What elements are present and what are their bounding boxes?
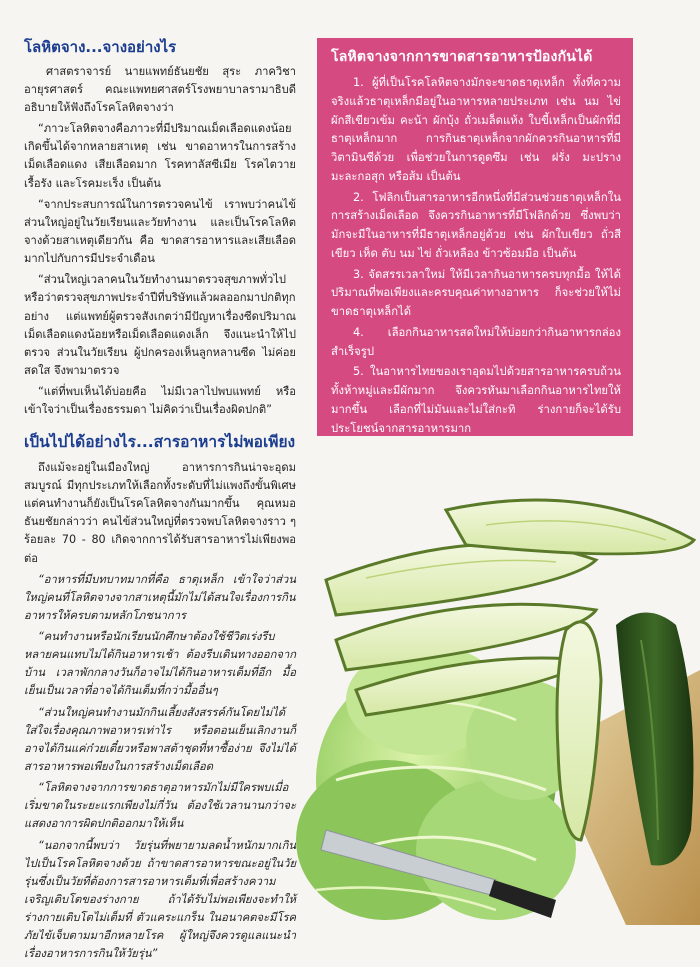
section2-body	[24, 571, 296, 964]
quote-paragraph: “อาหารที่มีบทบาทมากที่คือ ธาตุเหล็ก เข้าใจว่าส่วนใหญ่คนที่โลหิตจางจากสาเหตุนี้มักไม่ได้สนใจเรื่องการกินอาหารให้ครบตามหลักโภชนาการ	[24, 572, 296, 622]
prevention-tips-box	[317, 38, 633, 436]
quote-paragraph: “โลหิตจางจากการขาดธาตุอาหารมักไม่มีใครพบเมื่อเริ่มขาดในระยะแรกเพียงไม่กี่วัน ต้องใช้เวลานานกว่าจะแสดงอาการผิดปกติออกมาให้เห็น	[24, 781, 296, 831]
quote-paragraph: “นอกจากนี้พบว่า วัยรุ่นที่พยายามลดน้ำหนักมากเกินไปเป็นโรคโลหิตจางด้วย ถ้าขาดสารอาหารขณะอยู่ในวัยรุ่นซึ่งเป็นวัยที่ต้องการสารอาหารเต็มที่เพื่อสร้างความเจริญเติบโตของร่างกาย ถ้าได้รับไม่พอเพียงจะทำให้ร่างกายเติบโตไม่เต็มที่ ตัวแคระแกร็น ในอนาคตจะมีโรคภัยไข้เจ็บตามมาอีกหลายโรค ผู้ใหญ่จึงควรดูแลแนะนำเรื่องอาหารการกินให้วัยรุ่น”	[24, 838, 296, 961]
tip-item: 1. ผู้ที่เป็นโรคโลหิตจางมักจะขาดธาตุเหล็ก ทั้งที่ความจริงแล้วธาตุเหล็กมีอยู่ในอาหารหลายประเภท เช่น นม ไข่ ผักสีเขียวเข้ม คะน้า ผักบุ้ง ถั่วเมล็ดแห้ง ใบขี้เหล็กเป็นผักที่มีธาตุเหล็กมาก การกินธาตุเหล็กจากผักควรกินอาหารที่มีวิตามินซีด้วย เพื่อช่วยในการดูดซึม เช่น ฝรั่ง มะปราง มะละกอสุก หรือส้ม เป็นต้น	[331, 76, 621, 183]
quote-paragraph: “ส่วนใหญ่คนทำงานมักกินเลี้ยงสังสรรค์กันโดยไม่ได้ใส่ใจเรื่องคุณภาพอาหารเท่าไร หรือตอนเย็นเลิกงานก็อาจได้กินแค่ก๋วยเตี๋ยวหรือพาสต้าชุดที่หาซื้อง่าย จึงไม่ได้สารอาหารพอเพียงในการสร้างเม็ดเลือด	[24, 705, 296, 774]
paragraph: “ภาวะโลหิตจางคือภาวะที่มีปริมาณเม็ดเลือดแดงน้อยเกิดขึ้นได้จากหลายสาเหตุ เช่น ขาดอาหารในการสร้างเม็ดเลือดแดง เสียเลือดมาก โรคทาลัสซีเมีย โรคไตวายเรื้อรัง และโรคมะเร็ง เป็นต้น	[24, 122, 296, 190]
tip-item: 5. ในอาหารไทยของเราอุดมไปด้วยสารอาหารครบถ้วนทั้งห้าหมู่และมีผักมาก จึงควรหันมาเลือกกินอาหารไทยให้มากขึ้น เลือกที่ไม่มันและไม่ใส่กะทิ ร่างกายก็จะได้รับประโยชน์จากสารอาหารมาก	[331, 365, 621, 435]
tip-item: 2. โฟลิกเป็นสารอาหารอีกหนึ่งที่มีส่วนช่วยธาตุเหล็กในการสร้างเม็ดเลือด จึงควรกินอาหารที่มีโฟลิกด้วย ซึ่งพบว่ามักจะมีในอาหารที่มีธาตุเหล็กอยู่ด้วย เช่น ผักใบเขียว ถั่วสีเขียว เห็ด ตับ นม ไข่ ถั่วเหลือง ข้าวซ้อมมือ เป็นต้น	[331, 190, 621, 260]
vegetables-photo	[296, 450, 700, 925]
paragraph: “แต่ที่พบเห็นได้บ่อยคือ ไม่มีเวลาไปพบแพทย์ หรือเข้าใจว่าเป็นเรื่องธรรมดา ไม่คิดว่าเป็นเรื่องผิดปกติ”	[24, 385, 296, 417]
tips-box-title: โลหิตจางจากการขาดสารอาหารป้องกันได้	[331, 49, 593, 65]
section-heading-anemia: โลหิตจาง...จางอย่างไร	[24, 38, 177, 56]
quote-paragraph: “คนทำงานหรือนักเรียนนักศึกษาต้องใช้ชีวิตเร่งรีบหลายคนแทบไม่ได้กินอาหารเช้า ต้องรีบเดินทางออกจากบ้าน เวลาพักกลางวันก็อาจไม่ได้กินอาหารเต็มที่อีก มื้อเย็นเป็นเวลาที่อาจได้กินเต็มที่กว่ามื้ออื่นๆ	[24, 630, 296, 698]
section-heading-nutrition: เป็นไปได้อย่างไร...สารอาหารไม่พอเพียง	[24, 433, 296, 452]
tip-item: 4. เลือกกินอาหารสดใหม่ให้บ่อยกว่ากินอาหารกล่องสำเร็จรูป	[331, 325, 621, 358]
tip-item: 3. จัดสรรเวลาใหม่ ให้มีเวลากินอาหารครบทุกมื้อ ให้ได้ปริมาณที่พอเพียงและครบคุณค่าทางอาหาร ก็จะช่วยให้ไม่ขาดธาตุเหล็กได้	[331, 267, 621, 318]
author-byline: ศาสตราจารย์ นายแพทย์ธันยชัย สุระ ภาควิชาอายุรศาสตร์ คณะแพทยศาสตร์โรงพยาบาลรามาธิบดี อธิบายให้ฟังถึงโรคโลหิตจางว่า	[24, 64, 296, 115]
paragraph: “จากประสบการณ์ในการตรวจคนไข้ เราพบว่าคนไข้ส่วนใหญ่อยู่ในวัยเรียนและวัยทำงาน และเป็นโรคโลหิตจางด้วยสาเหตุเดียวกัน คือ ขาดสารอาหารและเสียเลือดมากไปกับการมีประจำเดือน	[24, 197, 296, 266]
paragraph: “ส่วนใหญ่เวลาคนในวัยทำงานมาตรวจสุขภาพทั่วไปหรือว่าตรวจสุขภาพประจำปีที่บริษัทแล้วผลออกมาปกติทุกอย่าง แต่แพทย์ผู้ตรวจสังเกตว่ามีปัญหาเรื่องซีดปริมาณเม็ดเลือดแดงน้อยหรือเม็ดเลือดแดงเล็ก จึงแนะนำให้ไปตรวจ ส่วนในวัยเรียน ผู้ปกครองเห็นลูกหลานซีด ไม่ค่อยสดใส จึงพามาตรวจ	[24, 273, 296, 377]
article-left-column	[24, 38, 296, 967]
section1-body	[24, 120, 296, 419]
section2-lead: ถึงแม้จะอยู่ในเมืองใหญ่ อาหารการกินน่าจะอุดมสมบูรณ์ มีทุกประเภทให้เลือกทั้งระดับที่ไม่แพงถึงขั้นพิเศษแต่คนทำงานก็ยังเป็นโรคโลหิตจางกันมากขึ้น คุณหมอธันยชัยกล่าวว่า คนไข้ส่วนใหญ่ที่ตรวจพบโลหิตจางราว ๆ ร้อยละ 70 - 80 เกิดจากการได้รับสารอาหารไม่เพียงพอต่อ	[24, 460, 296, 565]
